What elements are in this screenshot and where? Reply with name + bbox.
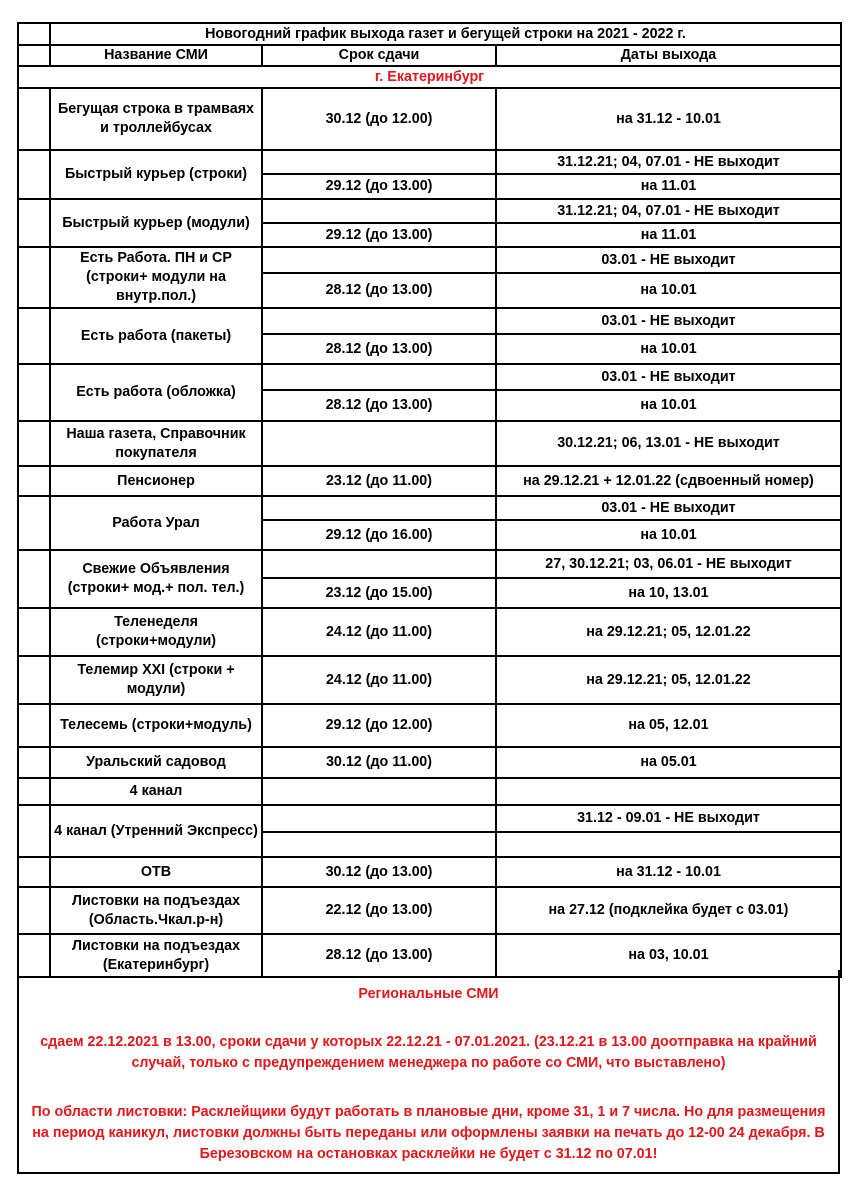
media-name: Быстрый курьер (строки)	[50, 150, 262, 199]
header-name: Название СМИ	[50, 45, 262, 66]
city-label: г. Екатеринбург	[18, 66, 841, 88]
dates-note: 31.12 - 09.01 - НЕ выходит	[496, 805, 841, 832]
deadline-cell: 24.12 (до 11.00)	[262, 608, 496, 656]
dates-cell: на 10.01	[496, 334, 841, 364]
media-name: Телемир XXI (строки + модули)	[50, 656, 262, 704]
media-name: Наша газета, Справочник покупателя	[50, 421, 262, 466]
dates-note: 27, 30.12.21; 03, 06.01 - НЕ выходит	[496, 550, 841, 578]
table-row	[18, 150, 841, 174]
dates-cell: 30.12.21; 06, 13.01 - НЕ выходит	[496, 421, 841, 466]
deadline-cell: 29.12 (до 13.00)	[262, 174, 496, 199]
dates-cell: на 05.01	[496, 747, 841, 778]
media-name: 4 канал (Утренний Экспресс)	[50, 805, 262, 857]
dates-cell: на 05, 12.01	[496, 704, 841, 747]
table-row	[18, 887, 841, 934]
city-row	[18, 66, 841, 88]
dates-cell: на 31.12 - 10.01	[496, 857, 841, 887]
dates-cell: на 11.01	[496, 174, 841, 199]
media-name: Уральский садовод	[50, 747, 262, 778]
media-name: Листовки на подъездах (Область.Чкал.р-н)	[50, 887, 262, 934]
media-name: Быстрый курьер (модули)	[50, 199, 262, 247]
table-row	[18, 608, 841, 656]
deadline-cell	[262, 421, 496, 466]
media-name: 4 канал	[50, 778, 262, 805]
media-name: Листовки на подъездах (Екатеринбург)	[50, 934, 262, 977]
table-row	[18, 421, 841, 466]
deadline-cell: 28.12 (до 13.00)	[262, 934, 496, 977]
media-name: ОТВ	[50, 857, 262, 887]
table-row	[18, 496, 841, 520]
deadline-cell: 23.12 (до 11.00)	[262, 466, 496, 496]
leaflets-note: По области листовки: Расклейщики будут работать в плановые дни, кроме 31, 1 и 7 числа. Но для размещения на период каникул, листовки должны быть переданы или оформлены заявки на печать до 12-00 24 декабря. В Березовском на остановках расклейки не будет с 31.12 по 07.01!	[31, 1104, 826, 1162]
media-name: Есть Работа. ПН и СР (строки+ модули на внутр.пол.)	[50, 247, 262, 308]
table-row	[18, 656, 841, 704]
dates-note: 03.01 - НЕ выходит	[496, 308, 841, 334]
media-name: Теленеделя (строки+модули)	[50, 608, 262, 656]
table-row	[18, 247, 841, 273]
media-name: Бегущая строка в трамваях и троллейбусах	[50, 88, 262, 150]
table-row	[18, 466, 841, 496]
table-row	[18, 364, 841, 390]
dates-cell: на 27.12 (подклейка будет с 03.01)	[496, 887, 841, 934]
schedule-title: Новогодний график выхода газет и бегущей строки на 2021 - 2022 г.	[50, 23, 841, 45]
dates-cell: на 10.01	[496, 520, 841, 550]
table-row	[18, 88, 841, 150]
media-name: Телесемь (строки+модуль)	[50, 704, 262, 747]
deadline-cell: 22.12 (до 13.00)	[262, 887, 496, 934]
dates-cell	[496, 832, 841, 857]
media-name: Есть работа (обложка)	[50, 364, 262, 421]
schedule-table	[17, 22, 842, 978]
dates-cell: на 31.12 - 10.01	[496, 88, 841, 150]
dates-cell: на 10.01	[496, 390, 841, 421]
dates-cell	[496, 778, 841, 805]
dates-cell: на 10, 13.01	[496, 578, 841, 608]
dates-note: 31.12.21; 04, 07.01 - НЕ выходит	[496, 199, 841, 223]
dates-cell: на 29.12.21; 05, 12.01.22	[496, 656, 841, 704]
dates-cell: на 29.12.21; 05, 12.01.22	[496, 608, 841, 656]
dates-cell: на 03, 10.01	[496, 934, 841, 977]
deadline-cell: 29.12 (до 16.00)	[262, 520, 496, 550]
deadline-cell: 30.12 (до 12.00)	[262, 88, 496, 150]
deadline-cell: 28.12 (до 13.00)	[262, 390, 496, 421]
table-row	[18, 805, 841, 832]
deadline-cell: 23.12 (до 15.00)	[262, 578, 496, 608]
dates-note: 03.01 - НЕ выходит	[496, 247, 841, 273]
header-row	[18, 45, 841, 66]
regional-notes	[17, 970, 840, 1174]
regional-deadline-text: сдаем 22.12.2021 в 13.00, сроки сдачи у которых 22.12.21 - 07.01.2021. (23.12.21 в 13.00 доотправка на крайний случай, только с предупреждением менеджера по работе со СМИ, что выставлено)	[40, 1034, 817, 1071]
dates-cell: на 29.12.21 + 12.01.22 (сдвоенный номер)	[496, 466, 841, 496]
media-name: Свежие Объявления (строки+ мод.+ пол. тел.)	[50, 550, 262, 608]
dates-note: 03.01 - НЕ выходит	[496, 364, 841, 390]
dates-note: 03.01 - НЕ выходит	[496, 496, 841, 520]
table-row	[18, 308, 841, 334]
table-row	[18, 704, 841, 747]
dates-cell: на 10.01	[496, 273, 841, 308]
media-name: Пенсионер	[50, 466, 262, 496]
deadline-cell: 30.12 (до 13.00)	[262, 857, 496, 887]
dates-note: 31.12.21; 04, 07.01 - НЕ выходит	[496, 150, 841, 174]
regional-title: Региональные СМИ	[358, 986, 499, 1002]
table-row	[18, 199, 841, 223]
media-name: Есть работа (пакеты)	[50, 308, 262, 364]
table-row	[18, 857, 841, 887]
header-dates: Даты выхода	[496, 45, 841, 66]
deadline-cell: 29.12 (до 13.00)	[262, 223, 496, 247]
deadline-cell: 30.12 (до 11.00)	[262, 747, 496, 778]
deadline-cell: 28.12 (до 13.00)	[262, 273, 496, 308]
media-name: Работа Урал	[50, 496, 262, 550]
deadline-cell	[262, 832, 496, 857]
table-row	[18, 778, 841, 805]
header-deadline: Срок сдачи	[262, 45, 496, 66]
deadline-cell: 28.12 (до 13.00)	[262, 334, 496, 364]
deadline-cell	[262, 778, 496, 805]
dates-cell: на 11.01	[496, 223, 841, 247]
table-row	[18, 747, 841, 778]
table-row	[18, 550, 841, 578]
title-row	[18, 23, 841, 45]
deadline-cell: 29.12 (до 12.00)	[262, 704, 496, 747]
deadline-cell: 24.12 (до 11.00)	[262, 656, 496, 704]
